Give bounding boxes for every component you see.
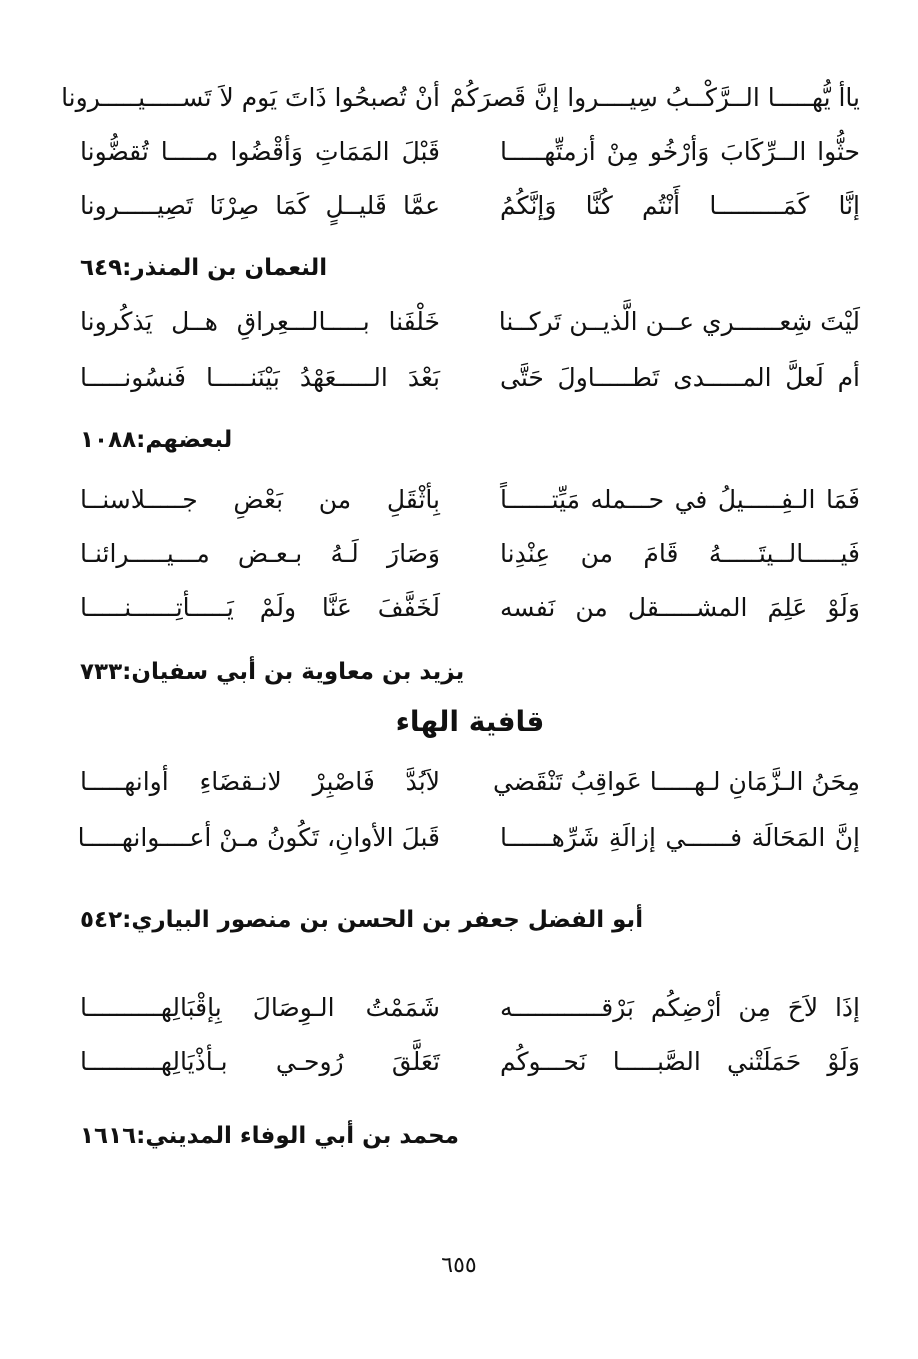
poet-attribution-text: محمد بن أبي الوفاء المديني:١٦١٦ — [80, 1123, 459, 1149]
first-hemistich: حثُّوا الــرِّكَابَ وَأرْخُو مِنْ أزمتِّهـــــا — [500, 137, 860, 166]
poet-attribution-text: يزيد بن معاوية بن أبي سفيان:٧٣٣ — [80, 659, 465, 685]
verse-line — [80, 532, 860, 576]
first-hemistich: إنَّا كَمَـــــــــا أَنْتُم كُنَّا وَإنَّكُمُ — [500, 191, 860, 220]
poet-attribution-text: النعمان بن المنذر:٦٤٩ — [80, 255, 328, 281]
first-hemistich: لَيْتَ شِعــــــري عــن الَّذيــن تَركــنا — [498, 307, 860, 336]
second-hemistich: تَعَلَّقَ رُوحـي بـأذْيَالِهــــــــــا — [80, 1047, 440, 1076]
second-hemistich: أنْ تُصبحُوا ذَاتَ يَوم لاَ تَســـــيـــــرونا — [61, 83, 440, 112]
second-hemistich: بِأثْقَلِ من بَعْضِ جـــــلاسنــا — [80, 485, 440, 514]
verse-line — [80, 130, 860, 174]
first-hemistich: إنَّ المَحَالَة فــــــي إزالَةِ شَرِّهــــــا — [500, 823, 860, 852]
poet-attribution — [80, 420, 860, 460]
section-heading: قافية الهاء — [395, 705, 545, 738]
verse-line — [80, 760, 860, 804]
verse-line — [80, 356, 860, 400]
poet-attribution — [80, 248, 860, 288]
second-hemistich: لاَبُدَّ فَاصْبِرْ لانـقضَاءِ أوانهـــــا — [80, 767, 440, 796]
poet-attribution — [80, 900, 860, 940]
first-hemistich: فَيـــــالــيتَـــــهُ قَامَ من عِنْدِنا — [500, 539, 860, 568]
verse-line — [77, 816, 860, 860]
second-hemistich: قَبلَ الأوانِ، تَكُونُ مـنْ أعــــوانهـــــا — [77, 823, 440, 852]
first-hemistich: وَلَوْ عَلِمَ المشـــــقل من نَفسه — [500, 593, 860, 622]
second-hemistich: قَبْلَ المَمَاتِ وَأقْضُوا مـــــا تُقضُّونا — [80, 137, 440, 166]
second-hemistich: بَعْدَ الـــــعَهْدُ بَيْنَنـــــا فَنسُونـــــا — [80, 363, 440, 392]
second-hemistich: خَلْفَنا بـــــالـــعِراقِ هــل يَذكُرونا — [80, 307, 440, 336]
verse-line — [80, 300, 860, 344]
verse-line — [61, 76, 860, 120]
verse-line — [80, 986, 860, 1030]
verse-line — [80, 184, 860, 228]
poet-attribution-text: أبو الفضل جعفر بن الحسن بن منصور البياري:٥٤٢ — [80, 907, 644, 933]
poet-attribution-text: لبعضهم:١٠٨٨ — [80, 427, 233, 453]
first-hemistich: فَمَا الـفِـــــيلُ في حـــمله مَيِّتــــــاً — [500, 485, 860, 514]
first-hemistich: إذَا لاَحَ مِن أرْضِكُم بَرْقــــــــــــه — [500, 993, 860, 1022]
poet-attribution — [80, 1116, 860, 1156]
page-number: ٦٥٥ — [441, 1253, 477, 1278]
verse-line — [80, 478, 860, 522]
poet-attribution — [80, 652, 860, 692]
first-hemistich: ياأ يُّهـــــا الــرَّكْــبُ سِيــــروا إنَّ قَصرَكُمْ — [450, 83, 860, 112]
first-hemistich: مِحَنُ الـزَّمَانِ لـهـــــا عَواقِبُ تَنْقَضي — [492, 767, 860, 796]
verse-line — [80, 1040, 860, 1084]
second-hemistich: عمَّا قَليــلٍ كَمَا صِرْنَا تَصِيـــــرونا — [80, 191, 440, 220]
first-hemistich: وَلَوْ حَمَلَتْني الصَّبـــــا نَحـــوكُم — [500, 1047, 860, 1076]
second-hemistich: وَصَارَ لَـهُ بـعـض مـــيـــــرائنـا — [80, 539, 440, 568]
second-hemistich: شَمَمْتُ الـوِصَالَ بِإقْبَالِهــــــــــا — [80, 993, 440, 1022]
second-hemistich: لَخَفَّفَ عَنَّا ولَمْ يَـــــأتِــــــنـــــا — [80, 593, 440, 622]
first-hemistich: أم لَعلَّ المـــــدى تَطـــــاولَ حَتَّى — [500, 363, 860, 392]
verse-line — [80, 586, 860, 630]
